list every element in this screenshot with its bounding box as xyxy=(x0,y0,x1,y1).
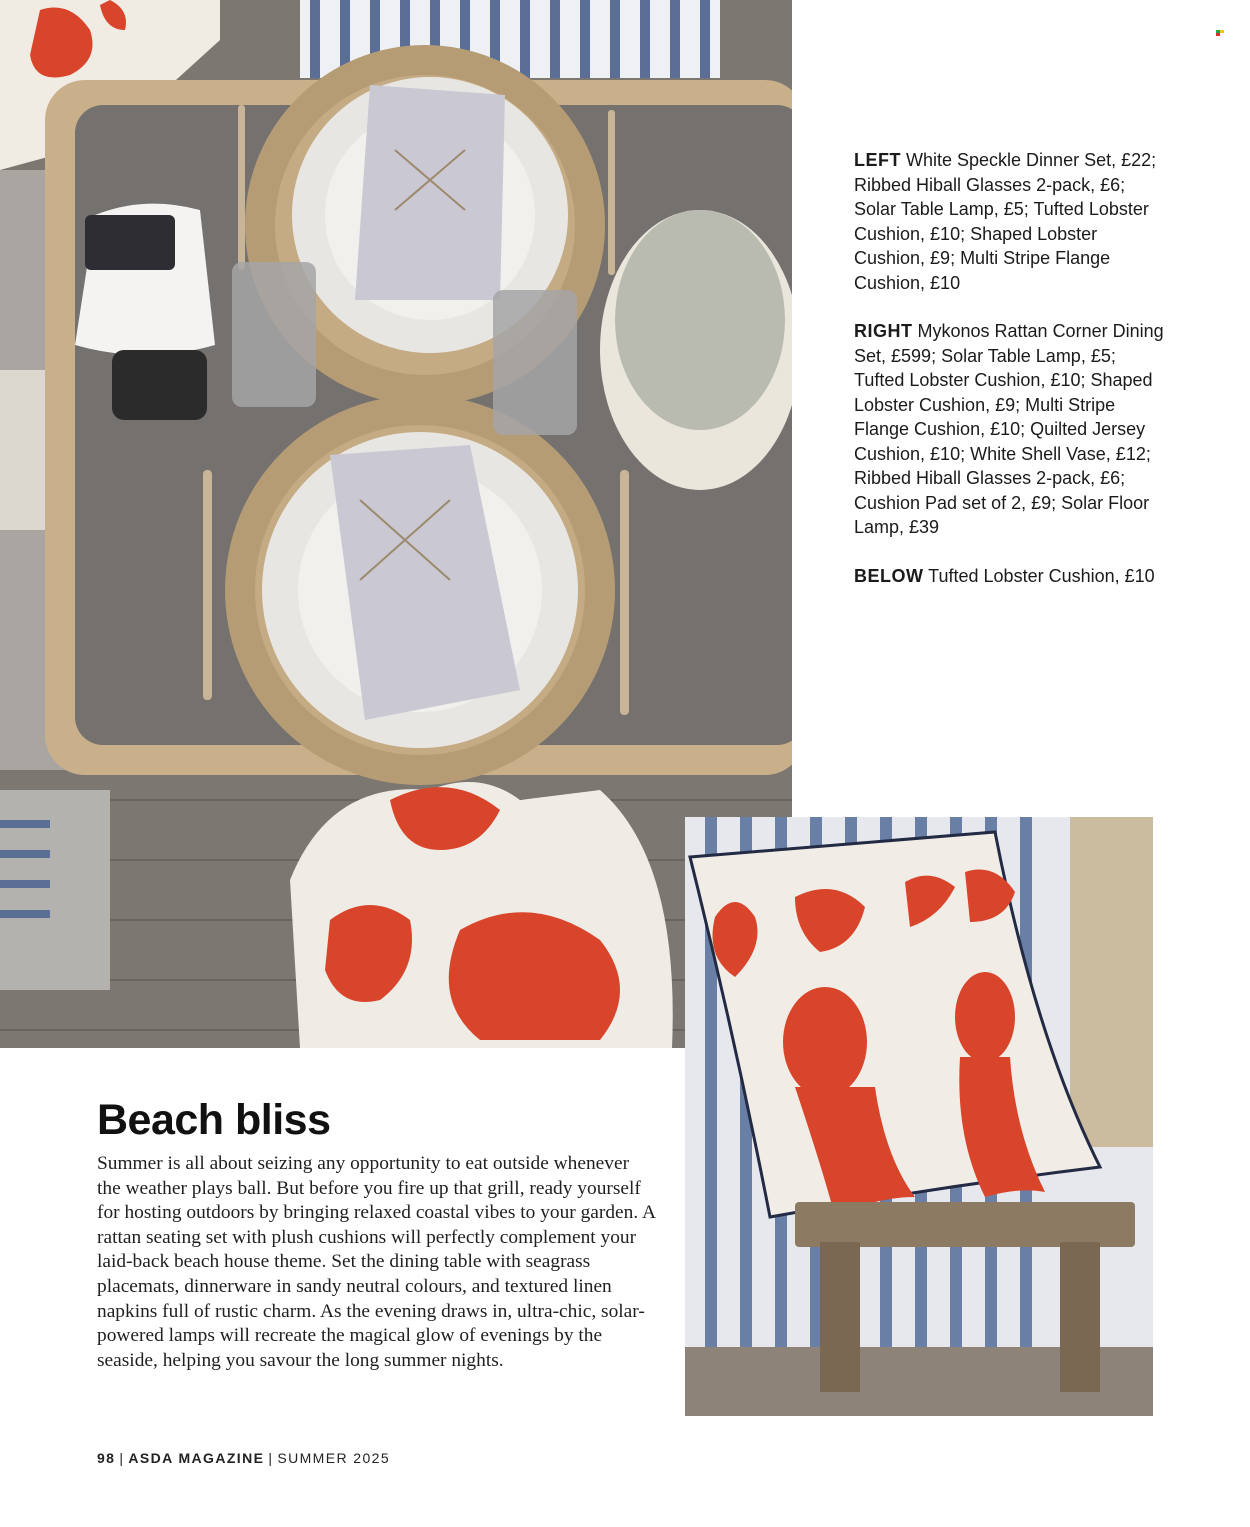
page-folio xyxy=(97,1450,390,1466)
folio-separator: | xyxy=(119,1450,125,1466)
caption-lead: LEFT xyxy=(854,150,901,170)
tufted-lobster-cushion-photo xyxy=(685,817,1153,1416)
corner-colour-mark xyxy=(1216,30,1226,38)
publication-name: ASDA MAGAZINE xyxy=(128,1450,265,1466)
folio-separator: | xyxy=(268,1450,274,1466)
fork xyxy=(203,470,212,700)
linen-napkin xyxy=(355,85,505,300)
caption-lead: RIGHT xyxy=(854,321,913,341)
dining-table-photo xyxy=(0,0,792,1048)
caption-text: Tufted Lobster Cushion, £10 xyxy=(923,565,1155,586)
caption-left xyxy=(854,148,1164,295)
caption-below xyxy=(854,564,1164,589)
caption-text: White Speckle Dinner Set, £22; Ribbed Hiball Glasses 2-pack, £6; Solar Table Lamp, £5; Tufted Lobster Cushion, £10; Shaped Lobster Cushion, £9; Multi Stripe Flange Cushion, £10 xyxy=(854,150,1157,293)
caption-right xyxy=(854,319,1164,540)
wooden-stool xyxy=(795,1202,1135,1247)
product-captions xyxy=(854,148,1164,612)
ribbed-hiball-glass xyxy=(493,290,577,435)
ribbed-hiball-glass xyxy=(232,262,316,407)
caption-lead: BELOW xyxy=(854,565,924,586)
page-number: 98 xyxy=(97,1450,116,1466)
issue-name: SUMMER 2025 xyxy=(277,1450,391,1466)
article-headline: Beach bliss xyxy=(97,1096,331,1144)
article-body: Summer is all about seizing any opportunity to eat outside whenever the weather plays ball. But before you fire up that grill, ready yourself for hosting outdoors by bringing relaxed coastal vibes to your garden. A rattan seating set with plush cushions will perfectly complement your laid-back beach house theme. Set the dining table with seagrass placemats, dinnerware in sandy neutral colours, and textured linen napkins full of rustic charm. As the evening draws in, ultra-chic, solar-powered lamps will recreate the magical glow of evenings by the seaside, helping you savour the long summer nights. xyxy=(97,1153,655,1371)
caption-text: Mykonos Rattan Corner Dining Set, £599; Solar Table Lamp, £5; Tufted Lobster Cushion, £10; Shaped Lobster Cushion, £9; Multi Stripe Flange Cushion, £10; Quilted Jersey Cushion, £10; White Shell Vase, £12; Ribbed Hiball Glasses 2-pack, £6; Cushion Pad set of 2, £9; Solar Floor Lamp, £39 xyxy=(854,321,1164,537)
